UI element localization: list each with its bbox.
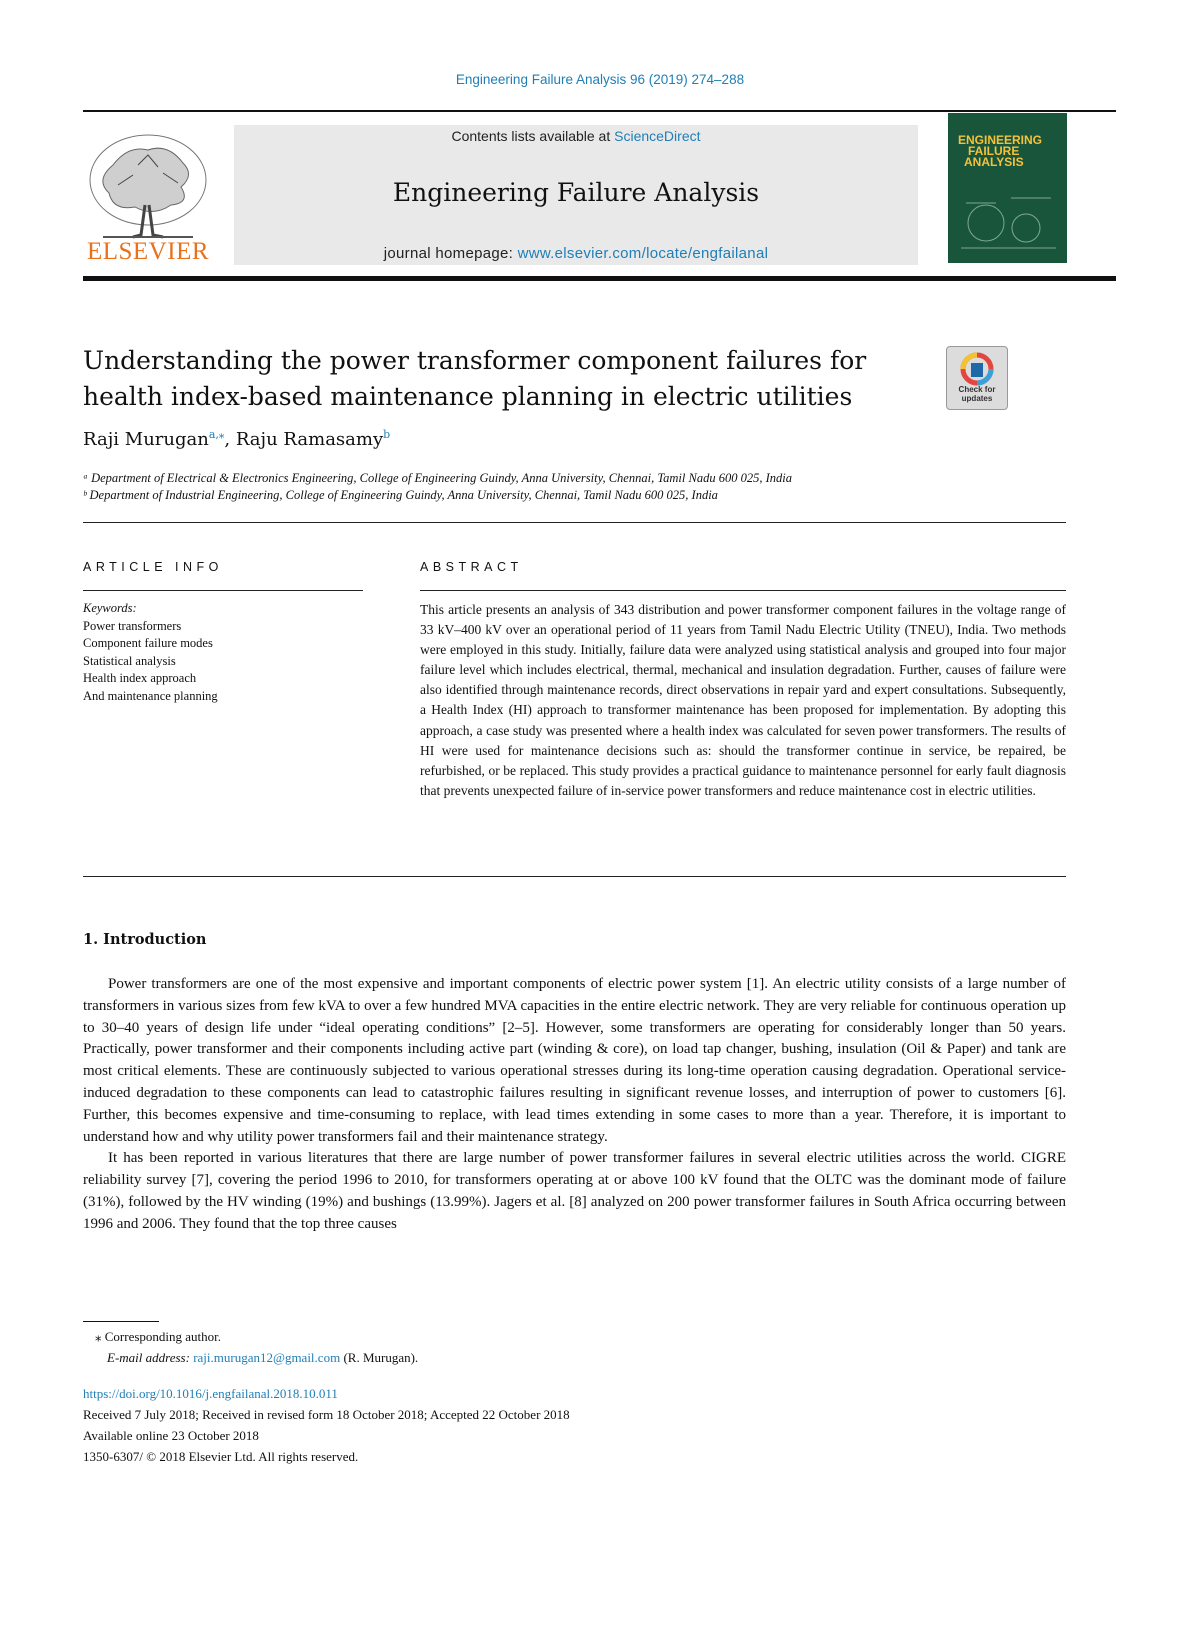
journal-title: Engineering Failure Analysis xyxy=(392,178,760,207)
author-affiliation-marker[interactable]: a,⁎ xyxy=(208,428,225,441)
keyword-item: Power transformers xyxy=(83,618,182,633)
section-heading-introduction: 1. Introduction xyxy=(83,931,207,948)
sciencedirect-link[interactable]: ScienceDirect xyxy=(614,128,701,144)
email-label: E-mail address: xyxy=(107,1350,194,1365)
abstract-text: This article presents an analysis of 343 distribution and power transformer component failures in the voltage range of 33 kV–400 kV over an operational period of 11 years from Tamil Nadu Electric Utility (TNEU), India. Two methods were employed in this study. Initially, failure data were analyzed using statistical analysis and grouped into four major failure level which includes electrical, thermal, mechanical and insulation degradation. Further, causes of failure were also identified through maintenance records, direct observations in repair yard and expert consultations. Subsequently, a Health Index (HI) approach to transformer maintenance has been proposed for implementation. By adopting this approach, a case study was presented where a health index was calculated for seven power transformers. The results of HI were used for maintenance decisions such as: should the transformer continue in service, be repaired, be refurbished, or be replaced. This study provides a practical guidance to maintenance personnel for early fault diagnosis that prevents unexpected failure of in-service power transformers and reduce maintenance cost in electric utilities. xyxy=(420,602,1066,798)
paragraph: It has been reported in various literatures that there are large number of power transformer failures in several electric utilities across the world. CIGRE reliability survey [7], covering the period 1996 to 2010, for transformers operating at or above 100 kV found that the OLTC was the dominant mode of failure (31%), followed by the HV winding (19%) and bushings (13.99%). Jagers et al. [8] analyzed on 200 power transformer failures in South Africa occurring between 1996 and 2006. They found that the top three causes xyxy=(83,1150,1066,1232)
author-separator: , xyxy=(224,429,236,450)
contents-line xyxy=(234,128,918,144)
affiliation-rule xyxy=(83,522,1066,523)
journal-homepage xyxy=(234,245,918,262)
article-title-line: health index-based maintenance planning in electric utilities xyxy=(83,382,853,411)
publisher-wordmark: ELSEVIER xyxy=(86,238,210,265)
article-info-rule xyxy=(83,590,363,591)
abstract-heading: ABSTRACT xyxy=(420,560,523,574)
crossmark-label: Check for updates xyxy=(958,385,996,403)
keyword-item: And maintenance planning xyxy=(83,688,218,703)
homepage-prefix: journal homepage: xyxy=(383,245,518,262)
affiliation-a: ᵃ Department of Electrical & Electronics Engineering, College of Engineering Guindy, Anna University, Chennai, Tamil Nadu 600 025, India xyxy=(83,471,792,485)
masthead-bottom-rule xyxy=(83,276,1116,281)
keyword-item: Statistical analysis xyxy=(83,653,176,668)
header-rule xyxy=(83,110,1116,112)
cover-title-line: ANALYSIS xyxy=(964,155,1024,169)
email-footnote xyxy=(107,1350,418,1366)
footnote-rule xyxy=(83,1321,159,1322)
cover-title-line: ENGINEERING xyxy=(958,133,1043,147)
journal-citation-link[interactable]: Engineering Failure Analysis 96 (2019) 274–288 xyxy=(455,72,745,87)
check-for-updates-badge[interactable] xyxy=(946,346,1008,410)
abstract-rule xyxy=(420,590,1066,591)
abstract-bottom-rule xyxy=(83,876,1066,877)
keywords-label: Keywords: xyxy=(83,601,137,615)
article-metadata xyxy=(83,1383,570,1467)
keyword-item: Health index approach xyxy=(83,671,197,685)
keywords-block xyxy=(83,600,218,705)
introduction-body xyxy=(83,974,1066,1236)
homepage-link[interactable]: www.elsevier.com/locate/engfailanal xyxy=(517,245,769,262)
article-title-line: Understanding the power transformer component failures for xyxy=(83,346,867,375)
cover-title-line: FAILURE xyxy=(968,144,1020,158)
article-title xyxy=(83,343,923,415)
journal-cover-thumbnail[interactable] xyxy=(948,113,1067,263)
author-affiliation-marker[interactable]: b xyxy=(383,428,391,441)
author-name: Raju Ramasamy xyxy=(235,429,384,450)
email-suffix: (R. Murugan). xyxy=(340,1350,419,1365)
affiliation-b: ᵇ Department of Industrial Engineering, College of Engineering Guindy, Anna University, Chennai, Tamil Nadu 600 025, India xyxy=(83,488,718,502)
author-email-link[interactable]: raji.murugan12@gmail.com xyxy=(193,1350,341,1365)
doi-link[interactable]: https://doi.org/10.1016/j.engfailanal.2018.10.011 xyxy=(83,1386,338,1401)
paragraph: Power transformers are one of the most expensive and important components of electric power system [1]. An electric utility consists of a large number of transformers in various sizes from few kVA to over a few hundred MVA capacities in the entire electric network. They are very reliable for continuous operation up to 30–40 years of design life under “ideal operating conditions” [2–5]. However, some transformers are operating for considerably longer than 50 years. Practically, power transformer and their components including active part (winding & core), on load tap changer, bushing, insulation (Oil & Paper) and tank are most critical elements. These are continuously subjected to various operational stresses during its long-time operation causing degradation. Operational service-induced degradation to these components can lead to catastrophic failures resulting in significant revenue losses, and interruption of power to customers [6]. Further, this becomes expensive and time-consuming to replace, with lead times extending in some cases to more than a year. Therefore, it is important to understand how and why utility power transformers fail and their maintenance strategy. xyxy=(83,976,1066,1145)
author-name: Raji Murugan xyxy=(83,429,209,450)
article-info-heading: ARTICLE INFO xyxy=(83,560,223,574)
corresponding-author-note: ⁎ Corresponding author. xyxy=(95,1329,222,1344)
cover-illustration-icon xyxy=(956,183,1060,258)
keyword-item: Component failure modes xyxy=(83,636,213,650)
author-list xyxy=(83,428,390,450)
available-online: Available online 23 October 2018 xyxy=(83,1428,259,1443)
contents-prefix: Contents lists available at xyxy=(451,128,615,144)
received-dates: Received 7 July 2018; Received in revised form 18 October 2018; Accepted 22 October 2018 xyxy=(83,1407,570,1422)
copyright-notice: 1350-6307/ © 2018 Elsevier Ltd. All rights reserved. xyxy=(83,1449,359,1464)
